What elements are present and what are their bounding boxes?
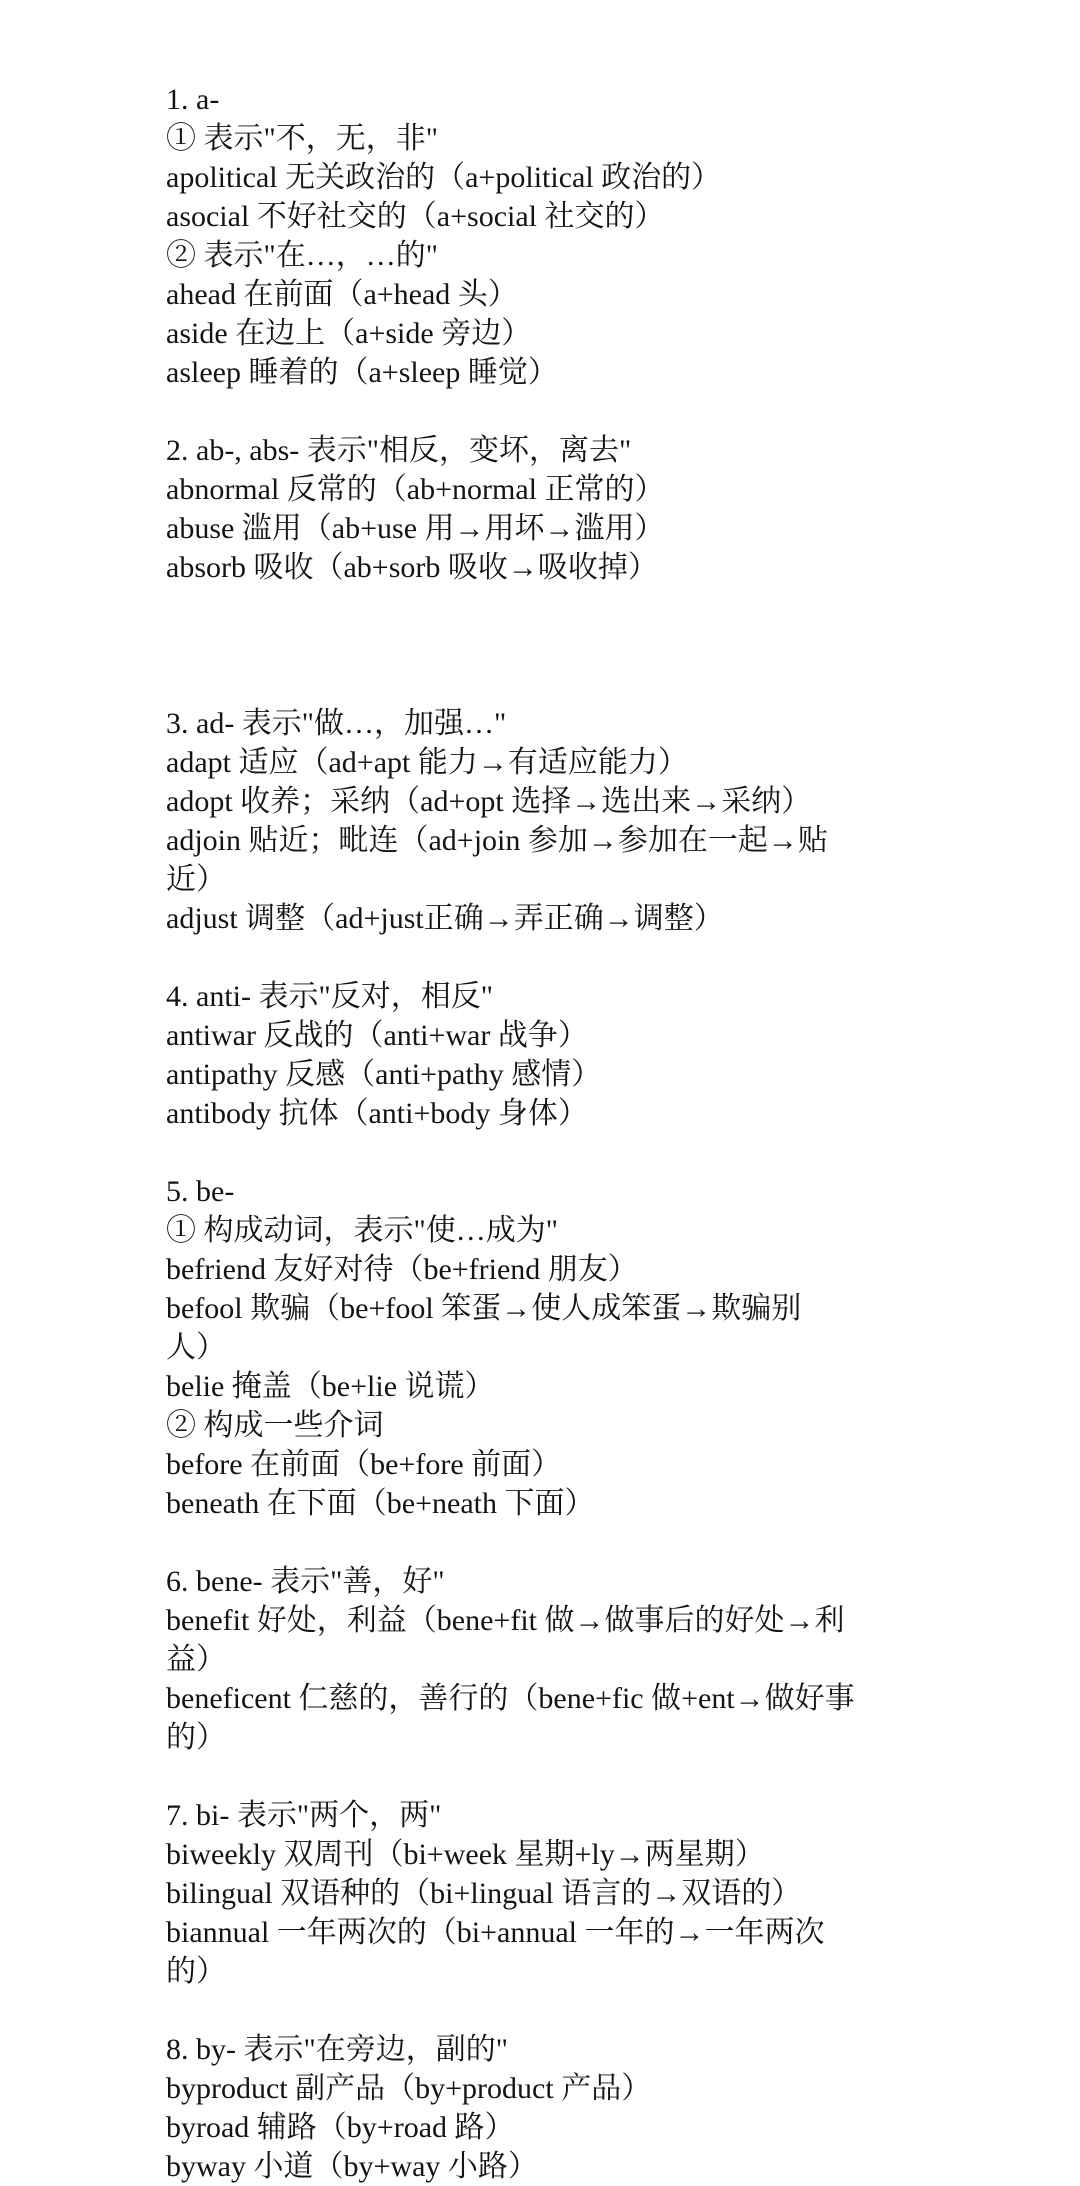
word-entry: belie 掩盖（be+lie 说谎） [166, 1370, 495, 1403]
sub-meaning: ② 表示"在…，…的" [166, 239, 438, 272]
section-a [166, 80, 946, 392]
word-entry: byway 小道（by+way 小路） [166, 2150, 538, 2183]
spacer [166, 1991, 946, 2030]
word-entry-continued: 近） [166, 863, 226, 896]
word-entry: antiwar 反战的（anti+war 战争） [166, 1019, 588, 1052]
word-entry: befool 欺骗（be+fool 笨蛋→使人成笨蛋→欺骗别 [166, 1292, 802, 1325]
section-heading: 1. a- [166, 83, 220, 116]
word-entry: antipathy 反感（anti+pathy 感情） [166, 1058, 602, 1091]
word-entry: benefit 好处，利益（bene+fit 做→做事后的好处→利 [166, 1604, 845, 1637]
sub-meaning: ① 构成动词，表示"使…成为" [166, 1214, 558, 1247]
spacer [166, 392, 946, 431]
word-entry-continued: 人） [166, 1331, 226, 1364]
section-by [166, 2030, 946, 2186]
section-heading: 3. ad- 表示"做…，加强…" [166, 707, 507, 740]
word-entry: biweekly 双周刊（bi+week 星期+ly→两星期） [166, 1838, 765, 1871]
word-entry: before 在前面（be+fore 前面） [166, 1448, 562, 1481]
section-heading: 7. bi- 表示"两个，两" [166, 1799, 442, 1832]
word-entry-continued: 益） [166, 1643, 226, 1676]
word-entry: byroad 辅路（by+road 路） [166, 2111, 515, 2144]
section-ab [166, 431, 946, 587]
section-heading: 4. anti- 表示"反对，相反" [166, 980, 493, 1013]
section-bene [166, 1562, 946, 1757]
word-entry: antibody 抗体（anti+body 身体） [166, 1097, 588, 1130]
word-entry: biannual 一年两次的（bi+annual 一年的→一年两次 [166, 1916, 825, 1949]
sub-meaning: ② 构成一些介词 [166, 1409, 384, 1442]
section-bi [166, 1796, 946, 1991]
word-entry: abnormal 反常的（ab+normal 正常的） [166, 473, 665, 506]
word-entry: ahead 在前面（a+head 头） [166, 278, 518, 311]
spacer [166, 938, 946, 977]
word-entry-continued: 的） [166, 1955, 226, 1988]
word-entry: beneficent 仁慈的，善行的（bene+fic 做+ent→做好事 [166, 1682, 855, 1715]
word-entry: beneath 在下面（be+neath 下面） [166, 1487, 595, 1520]
section-heading: 6. bene- 表示"善，好" [166, 1565, 445, 1598]
word-entry: apolitical 无关政治的（a+political 政治的） [166, 161, 722, 194]
word-entry: asleep 睡着的（a+sleep 睡觉） [166, 356, 558, 389]
word-entry: adjust 调整（ad+just正确→弄正确→调整） [166, 902, 724, 935]
word-entry: absorb 吸收（ab+sorb 吸收→吸收掉） [166, 551, 658, 584]
spacer [166, 1133, 946, 1172]
document-page [166, 80, 946, 2186]
word-entry: bilingual 双语种的（bi+lingual 语言的→双语的） [166, 1877, 802, 1910]
section-anti [166, 977, 946, 1133]
section-ad [166, 704, 946, 938]
word-entry: asocial 不好社交的（a+social 社交的） [166, 200, 665, 233]
word-entry: adopt 收养；采纳（ad+opt 选择→选出来→采纳） [166, 785, 812, 818]
section-heading: 5. be- [166, 1175, 235, 1208]
section-be [166, 1172, 946, 1523]
section-heading: 8. by- 表示"在旁边，副的" [166, 2033, 508, 2066]
spacer [166, 1757, 946, 1796]
word-entry: befriend 友好对待（be+friend 朋友） [166, 1253, 638, 1286]
word-entry: adapt 适应（ad+apt 能力→有适应能力） [166, 746, 688, 779]
section-heading: 2. ab-, abs- 表示"相反，变坏，离去" [166, 434, 632, 467]
spacer [166, 587, 946, 704]
word-entry: abuse 滥用（ab+use 用→用坏→滥用） [166, 512, 665, 545]
spacer [166, 1523, 946, 1562]
word-entry: aside 在边上（a+side 旁边） [166, 317, 532, 350]
word-entry: byproduct 副产品（by+product 产品） [166, 2072, 652, 2105]
word-entry: adjoin 贴近；毗连（ad+join 参加→参加在一起→贴 [166, 824, 828, 857]
sub-meaning: ① 表示"不，无，非" [166, 122, 438, 155]
word-entry-continued: 的） [166, 1721, 226, 1754]
